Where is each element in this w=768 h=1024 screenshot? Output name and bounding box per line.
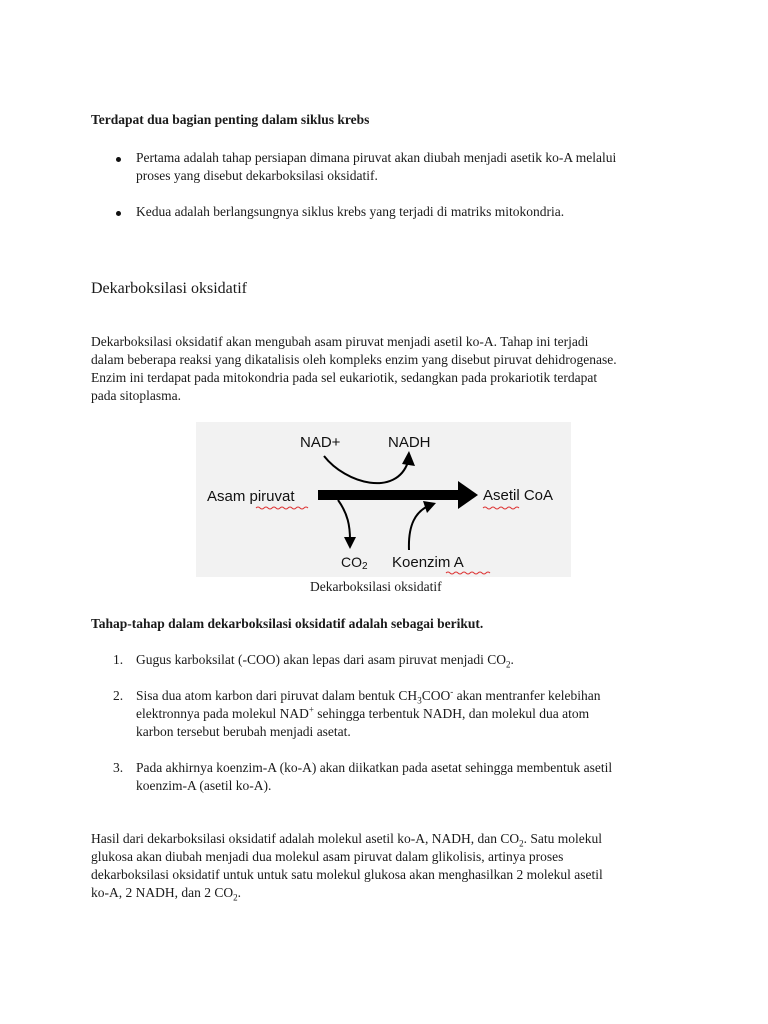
co2-label: CO2	[341, 554, 368, 572]
co2-arrow-head	[344, 537, 356, 549]
step-3: Pada akhirnya koenzim-A (ko-A) akan diikatkan pada asetat sehingga membentuk asetil koenzim-A (asetil ko-A).	[136, 760, 613, 793]
bullet-item-1	[136, 149, 696, 185]
paragraph-line: Enzim ini terdapat pada mitokondria pada sel eukariotik, sedangkan pada prokariotik terdapat	[91, 370, 598, 385]
nad-curve-arrow	[324, 456, 408, 483]
step-number: 1.	[113, 652, 124, 667]
nad-plus-label: NAD+	[300, 434, 341, 451]
step-number: 2.	[113, 688, 124, 703]
section-title: Dekarboksilasi oksidatif	[91, 280, 247, 297]
bullet-icon	[116, 211, 121, 216]
bullet-line: Pertama adalah tahap persiapan dimana piruvat akan diubah menjadi asetik ko-A melalui	[136, 150, 617, 165]
spellcheck-underline	[256, 507, 308, 509]
summary-paragraph: Hasil dari dekarboksilasi oksidatif adalah molekul asetil ko-A, NADH, dan $CO_2$. Satu molekul glukosa akan diubah menjadi dua molekul asam piruvat dalam glikolisis, artinya proses dekarboksilasi oksidatif untuk untuk satu molekul glukosa akan menghasilkan 2 molekul asetil ko-A, 2 NADH, dan 2 $CO_2$.	[91, 831, 603, 903]
decarboxylation-diagram	[196, 422, 571, 577]
product-label: Asetil CoA	[483, 487, 554, 504]
step-1: Gugus karboksilat (-COO) akan lepas dari asam piruvat menjadi $CO_2$.	[136, 652, 514, 670]
step-number: 3.	[113, 760, 124, 775]
paragraph-line: pada sitoplasma.	[91, 388, 181, 403]
bullet-item-2: Kedua adalah berlangsungnya siklus krebs yang terjadi di matriks mitokondria.	[136, 204, 565, 219]
coenzyme-label: Koenzim A	[392, 554, 464, 571]
paragraph-line: Dekarboksilasi oksidatif akan mengubah asam piruvat menjadi asetil ko-A. Tahap ini terjadi	[91, 334, 589, 349]
diagram-caption: Dekarboksilasi oksidatif	[310, 579, 442, 594]
bullet-icon	[116, 157, 121, 162]
paragraph-line: dalam beberapa reaksi yang dikatalisis oleh kompleks enzim yang disebut piruvat dehidrogenase.	[91, 352, 617, 367]
substrate-label: Asam piruvat	[207, 488, 295, 505]
spellcheck-underline	[446, 572, 490, 574]
step-2: Sisa dua atom karbon dari piruvat dalam bentuk $CH_3COO^-$ akan mentranfer kelebihan elektronnya pada molekul NAD+ sehingga terbentuk NADH, dan molekul dua atom karbon tersebut berubah menjadi asetat.	[136, 686, 601, 739]
coenzyme-curve-arrow	[409, 506, 428, 550]
nad-arrow-head	[402, 451, 415, 466]
co2-curve-arrow	[338, 500, 350, 540]
paragraph-intro	[91, 333, 691, 405]
intro-heading: Terdapat dua bagian penting dalam siklus krebs	[91, 112, 370, 127]
main-arrow-shaft	[318, 490, 468, 500]
main-arrow-head	[458, 481, 478, 509]
nadh-label: NADH	[388, 434, 431, 451]
steps-heading: Tahap-tahap dalam dekarboksilasi oksidatif adalah sebagai berikut.	[91, 616, 484, 631]
spellcheck-underline	[483, 507, 519, 509]
bullet-line: proses yang disebut dekarboksilasi oksidatif.	[136, 168, 378, 183]
